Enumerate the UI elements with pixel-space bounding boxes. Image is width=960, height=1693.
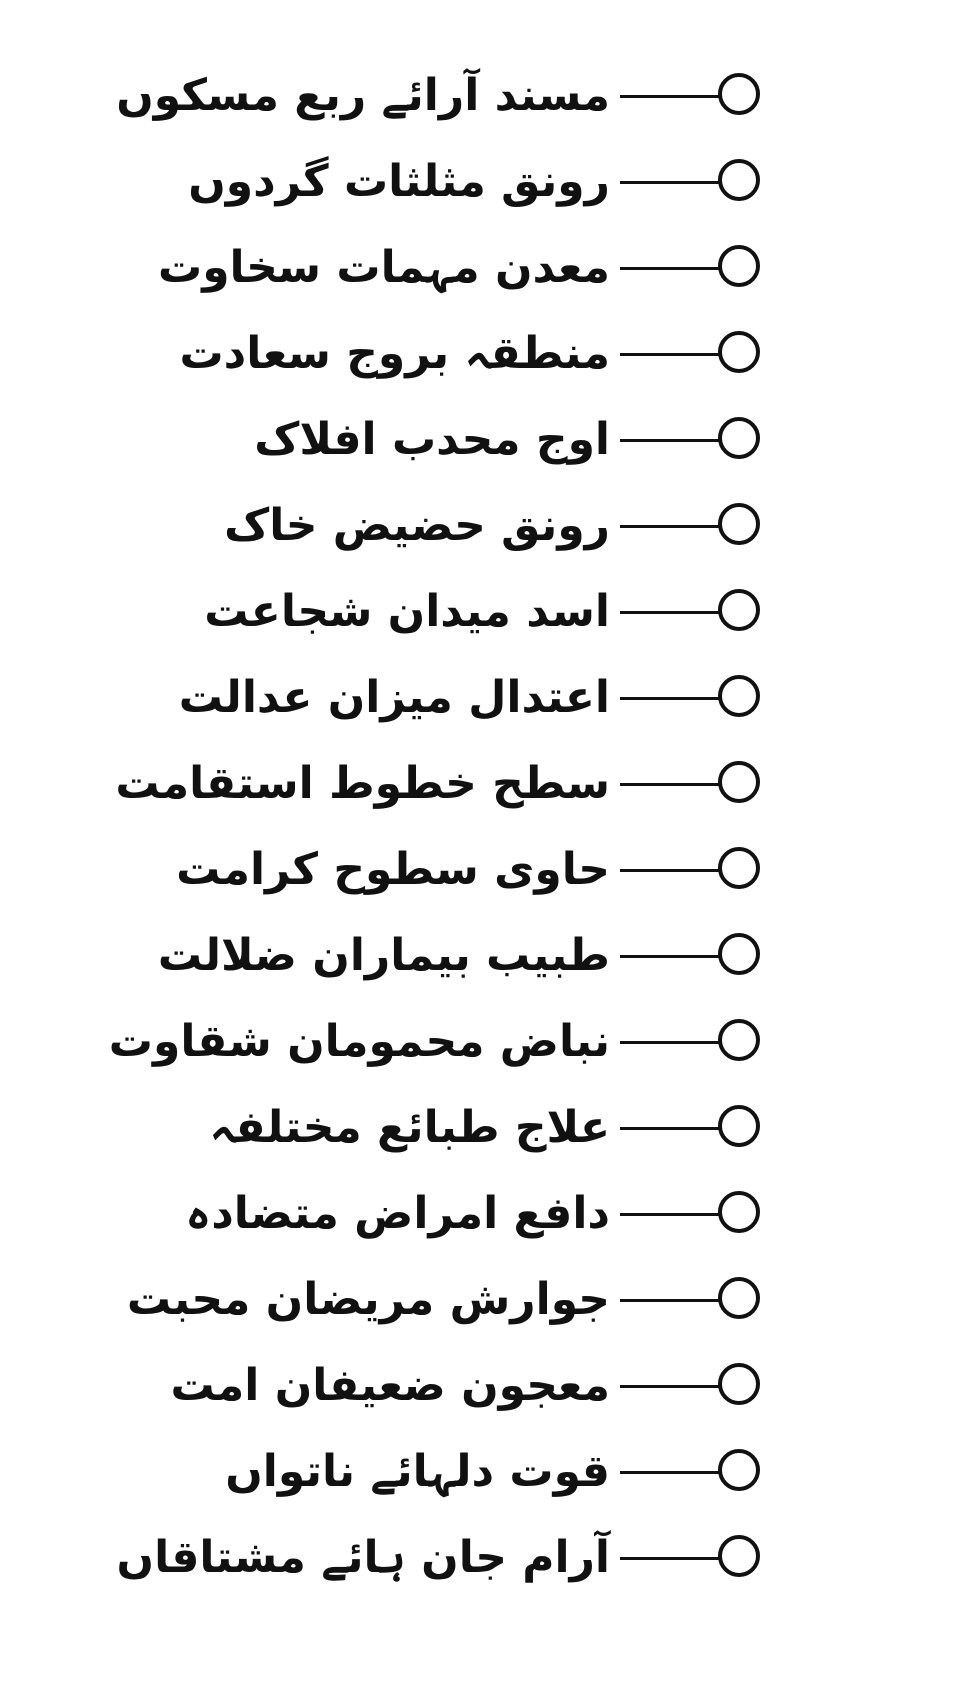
list-item-text: مسند آرائے ربع مسکوں	[116, 70, 610, 121]
list-item-text: معدن مہمات سخاوت	[157, 242, 610, 293]
list-item-text: طبیب بیماران ضلالت	[157, 930, 610, 981]
connector-line	[620, 869, 720, 872]
connector-line	[620, 1127, 720, 1130]
list-item-text: دافع امراض متضادہ	[185, 1188, 610, 1239]
list-item-text: اسد میدان شجاعت	[204, 586, 610, 637]
list-item-text: نباض محمومان شقاوت	[108, 1016, 610, 1067]
list-item	[0, 56, 960, 136]
list-item	[0, 1432, 960, 1512]
connector-line	[620, 611, 720, 614]
connector-line	[620, 955, 720, 958]
list-item-text: منطقہ بروج سعادت	[179, 328, 610, 379]
list-item-text: جوارش مریضان محبت	[126, 1274, 610, 1325]
list-item	[0, 744, 960, 824]
list-item-text: علاج طبائع مختلفہ	[209, 1102, 610, 1153]
connector-line	[620, 1299, 720, 1302]
list-item	[0, 1346, 960, 1426]
circle-marker-icon	[718, 503, 760, 545]
connector-line	[620, 353, 720, 356]
connector-line	[620, 525, 720, 528]
list-item-text: معجون ضعیفان امت	[170, 1360, 610, 1411]
circle-marker-icon	[718, 847, 760, 889]
connector-line	[620, 181, 720, 184]
circle-marker-icon	[718, 1449, 760, 1491]
list-item-text: حاوی سطوح کرامت	[176, 844, 610, 895]
connector-line	[620, 1041, 720, 1044]
list-item	[0, 1174, 960, 1254]
list-item-text: اوج محدب افلاک	[254, 414, 610, 465]
list-item-text: قوت دلہائے ناتواں	[225, 1446, 610, 1497]
list-item	[0, 1088, 960, 1168]
connector-line	[620, 697, 720, 700]
circle-marker-icon	[718, 331, 760, 373]
connector-line	[620, 1385, 720, 1388]
circle-marker-icon	[718, 159, 760, 201]
list-item	[0, 486, 960, 566]
circle-marker-icon	[718, 1191, 760, 1233]
connector-line	[620, 95, 720, 98]
connector-line	[620, 783, 720, 786]
circle-marker-icon	[718, 675, 760, 717]
circle-marker-icon	[718, 245, 760, 287]
list-item	[0, 400, 960, 480]
circle-marker-icon	[718, 1019, 760, 1061]
list-item	[0, 228, 960, 308]
list-item	[0, 830, 960, 910]
connector-line	[620, 1471, 720, 1474]
circle-marker-icon	[718, 761, 760, 803]
circle-marker-icon	[718, 1535, 760, 1577]
list-item-text: اعتدال میزان عدالت	[178, 672, 610, 723]
list-item	[0, 1002, 960, 1082]
list-item	[0, 142, 960, 222]
list-item	[0, 916, 960, 996]
list-item-text: سطح خطوط استقامت	[115, 758, 610, 809]
connector-line	[620, 1213, 720, 1216]
list-item	[0, 1518, 960, 1598]
connector-line	[620, 1557, 720, 1560]
connector-line	[620, 439, 720, 442]
circle-marker-icon	[718, 589, 760, 631]
connector-line	[620, 267, 720, 270]
circle-marker-icon	[718, 1363, 760, 1405]
list-item-text: رونق مثلثات گردوں	[188, 156, 610, 207]
list-item	[0, 572, 960, 652]
list-item-text: آرام جان ہائے مشتاقاں	[116, 1532, 610, 1583]
circle-marker-icon	[718, 933, 760, 975]
list-item	[0, 658, 960, 738]
list-item	[0, 314, 960, 394]
circle-marker-icon	[718, 1277, 760, 1319]
circle-marker-icon	[718, 417, 760, 459]
list-item-text: رونق حضیض خاک	[224, 500, 610, 551]
circle-marker-icon	[718, 1105, 760, 1147]
list-item	[0, 1260, 960, 1340]
circle-marker-icon	[718, 73, 760, 115]
